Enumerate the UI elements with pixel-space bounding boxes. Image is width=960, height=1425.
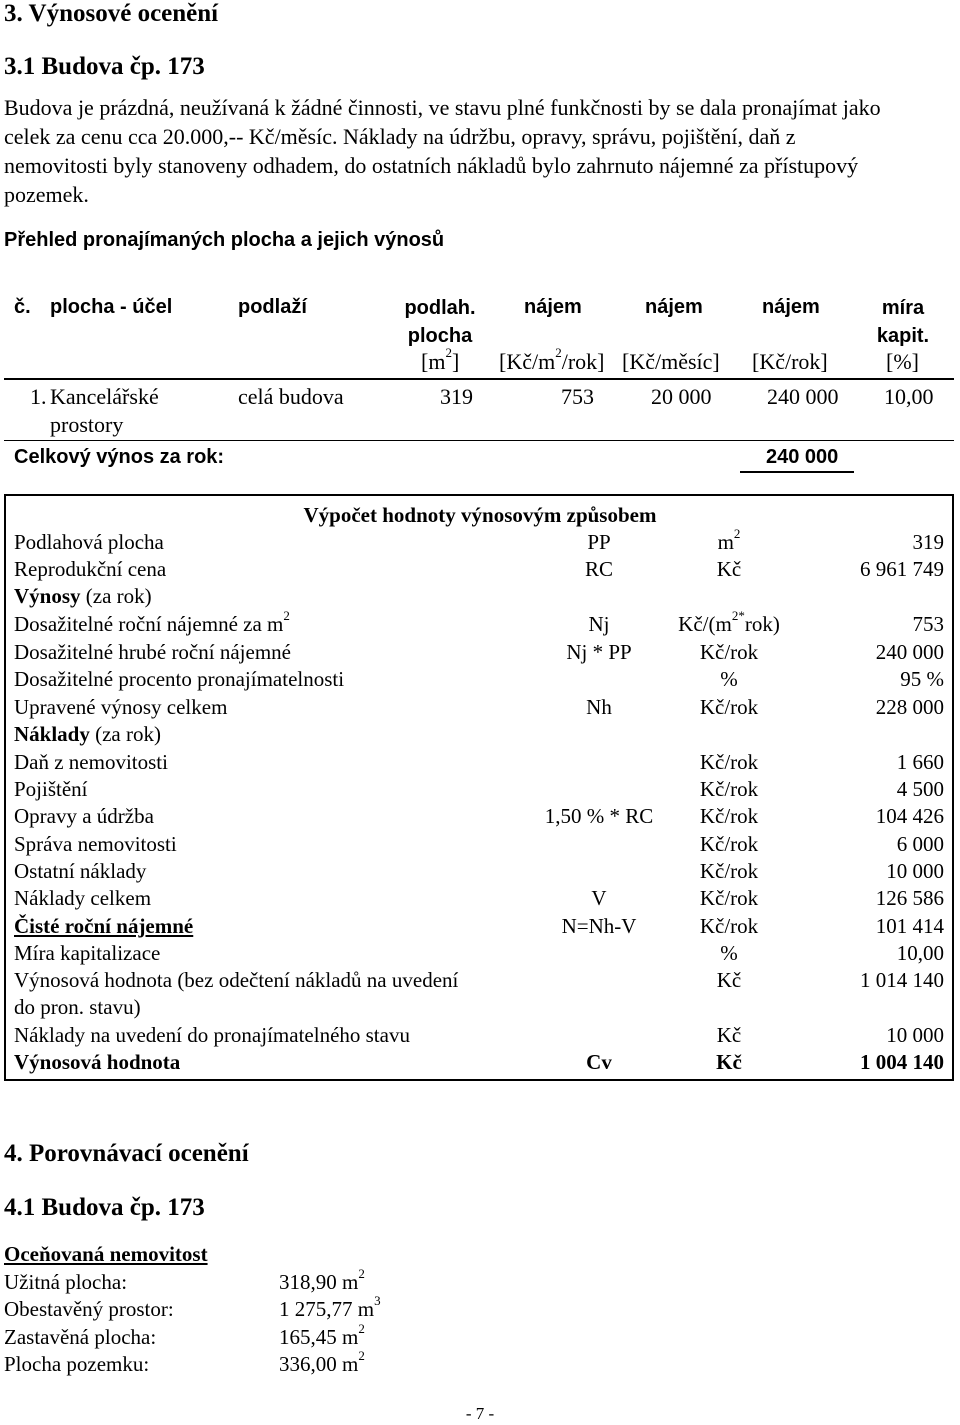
row-value: 10 000: [886, 859, 944, 883]
subject-value: [279, 1321, 365, 1350]
unit-text: Kč/(m: [678, 612, 732, 636]
col-unit-cap-rate: [%]: [886, 349, 919, 374]
row-value: 228 000: [875, 695, 944, 719]
row-divider: [4, 440, 954, 441]
row-label: Ostatní náklady: [14, 859, 147, 883]
valuation-row-repairs: [14, 804, 944, 831]
row-value: 104 426: [875, 804, 944, 828]
row-unit: Kč/rok: [699, 695, 759, 719]
header-text: plocha: [407, 325, 473, 347]
subject-value: [279, 1293, 381, 1322]
value-text: 318,90 m: [279, 1270, 359, 1294]
row-unit: Kč/rok: [699, 777, 759, 801]
unit-sup: 2*: [731, 608, 745, 623]
header-divider: [4, 378, 954, 380]
unit-text: [Kč/m: [499, 349, 556, 374]
row-symbol: PP: [587, 530, 611, 554]
label-rest: (za rok): [89, 722, 161, 746]
section-4-heading: 4. Porovnávací ocenění: [4, 1140, 249, 1167]
paragraph-line: pozemek.: [4, 182, 89, 207]
row-rent-m2: 753: [561, 384, 594, 409]
label-rest: (za rok): [80, 584, 152, 608]
subject-value: [279, 1266, 365, 1295]
col-unit-area: [421, 345, 460, 375]
row-unit: Kč: [716, 1023, 742, 1047]
row-label: [14, 722, 161, 747]
row-label: Pojištění: [14, 777, 88, 801]
unit-sup: 2: [733, 526, 741, 541]
value-sup: 2: [358, 1348, 365, 1363]
row-value: 6 961 749: [860, 557, 944, 581]
row-unit: Kč/rok: [699, 640, 759, 664]
row-unit: [634, 608, 824, 637]
label-sup: 2: [283, 608, 290, 623]
header-text: kapit.: [876, 325, 930, 347]
row-unit: Kč: [716, 968, 742, 992]
row-number: 1.: [30, 384, 47, 409]
unit-text: rok): [744, 612, 780, 636]
row-label: Dosažitelné hrubé roční nájemné: [14, 640, 291, 664]
paragraph-line: Budova je prázdná, neužívaná k žádné činnosti, ve stavu plné funkčnosti by se dala pronajímat jako: [4, 95, 881, 120]
valuation-row-income-value-gross: [14, 968, 944, 1022]
row-label: Podlahová plocha: [14, 530, 164, 554]
row-unit: [634, 526, 824, 555]
valuation-row-management: [14, 832, 944, 859]
row-value: 126 586: [875, 886, 944, 910]
value-sup: 3: [374, 1293, 381, 1308]
row-label: Čisté roční nájemné: [14, 914, 194, 938]
row-symbol: 1,50 % * RC: [544, 804, 654, 828]
row-unit: Kč: [716, 557, 742, 581]
row-label: Opravy a údržba: [14, 804, 154, 828]
row-label: Výnosová hodnota (bez odečtení nákladů na uvedení: [14, 968, 459, 992]
row-unit: Kč/rok: [699, 914, 759, 938]
row-unit: %: [720, 667, 738, 691]
subject-label: Zastavěná plocha:: [4, 1325, 157, 1349]
row-value: 6 000: [896, 832, 944, 856]
label-bold: Výnosy: [14, 584, 81, 608]
col-header-floor: podlaží: [238, 296, 307, 318]
row-unit: Kč/rok: [699, 859, 759, 883]
row-value: 10,00: [896, 941, 944, 965]
row-value: 1 660: [896, 750, 944, 774]
section-3-1-heading: 3.1 Budova čp. 173: [4, 53, 205, 80]
subject-label: Plocha pozemku:: [4, 1352, 150, 1376]
header-text: míra: [881, 297, 925, 319]
valuation-row-cap-rate: [14, 941, 944, 968]
row-cap-rate: 10,00: [884, 384, 934, 409]
row-symbol: N=Nh-V: [561, 914, 637, 938]
col-header-purpose: plocha - účel: [50, 296, 173, 318]
row-label: Výnosová hodnota: [14, 1050, 181, 1074]
row-value: 95 %: [900, 667, 944, 691]
section-3-heading: 3. Výnosové ocenění: [4, 0, 219, 27]
valuation-title: Výpočet hodnoty výnosovým způsobem: [303, 503, 657, 527]
unit-text: m: [717, 530, 734, 554]
total-label: Celkový výnos za rok:: [14, 446, 225, 468]
valuation-row-refurbishment: [14, 1023, 944, 1050]
row-value: 10 000: [886, 1023, 944, 1047]
row-label: Upravené výnosy celkem: [14, 695, 228, 719]
col-header-rent-month: nájem: [645, 296, 703, 318]
row-value: 240 000: [875, 640, 944, 664]
label-bold: Náklady: [14, 722, 90, 746]
valuation-row-gross-rent: [14, 640, 944, 667]
row-label: Náklady celkem: [14, 886, 152, 910]
row-symbol: Nh: [586, 695, 612, 719]
row-symbol: Nj * PP: [566, 640, 632, 664]
valuation-row-total-costs: [14, 886, 944, 913]
row-floor: celá budova: [238, 384, 344, 409]
row-label: Správa nemovitosti: [14, 832, 177, 856]
unit-text: /rok]: [561, 349, 605, 374]
col-unit-rent-year: [Kč/rok]: [752, 349, 828, 374]
value-sup: 2: [358, 1321, 365, 1336]
valuation-row-property-tax: [14, 750, 944, 777]
valuation-row-income-value: [14, 1050, 944, 1077]
col-header-number: č.: [14, 296, 31, 318]
col-header-rent-year: nájem: [762, 296, 820, 318]
row-rent-month: 20 000: [651, 384, 712, 409]
valuation-row-adjusted-income: [14, 695, 944, 722]
valuation-row-floor-area: [14, 526, 944, 557]
unit-text: ]: [451, 349, 460, 374]
col-header-area: [395, 294, 485, 350]
overview-title: Přehled pronajímaných plocha a jejich výnosů: [4, 229, 445, 251]
valuation-row-occupancy: [14, 667, 944, 694]
row-unit: %: [720, 941, 738, 965]
row-value: 4 500: [896, 777, 944, 801]
value-text: 336,00 m: [279, 1352, 359, 1376]
row-label: [14, 608, 290, 637]
unit-sup: 2: [445, 345, 452, 360]
value-text: 1 275,77 m: [279, 1297, 375, 1321]
valuation-row-insurance: [14, 777, 944, 804]
row-area: 319: [440, 384, 473, 409]
section-4-1-heading: 4.1 Budova čp. 173: [4, 1194, 205, 1221]
row-label: [14, 584, 152, 609]
col-header-rent-m2: nájem: [524, 296, 582, 318]
row-symbol: V: [591, 886, 607, 910]
row-unit: Kč/rok: [699, 832, 759, 856]
row-label: Reprodukční cena: [14, 557, 167, 581]
row-value: 101 414: [875, 914, 944, 938]
col-unit-rent-m2: [499, 345, 605, 375]
subject-label: Obestavěný prostor:: [4, 1297, 174, 1321]
row-value: 753: [912, 612, 944, 636]
subject-title: Oceňovaná nemovitost: [4, 1242, 208, 1266]
row-label-line2: do pron. stavu): [14, 995, 141, 1019]
row-label: Míra kapitalizace: [14, 941, 161, 965]
valuation-section-income: [14, 584, 944, 611]
row-symbol: Nj: [588, 612, 610, 636]
row-value: 1 014 140: [860, 968, 944, 992]
row-rent-year: 240 000: [767, 384, 839, 409]
row-symbol: Cv: [586, 1050, 612, 1074]
valuation-row-other-costs: [14, 859, 944, 886]
unit-text: [m: [421, 349, 446, 374]
intro-paragraph: [4, 93, 954, 209]
row-unit: Kč: [716, 1050, 742, 1074]
paragraph-line: nemovitosti byly stanoveny odhadem, do ostatních nákladů bylo zahrnuto nájemné za přístupový: [4, 153, 859, 178]
row-label: Náklady na uvedení do pronajímatelného stavu: [14, 1023, 410, 1047]
unit-sup: 2: [555, 345, 562, 360]
row-unit: Kč/rok: [699, 804, 759, 828]
subject-value: [279, 1348, 365, 1377]
total-value: 240 000: [766, 446, 839, 468]
page-number: - 7 -: [465, 1404, 495, 1423]
valuation-row-rent-per-m2: [14, 608, 944, 639]
header-text: podlah.: [404, 297, 476, 319]
row-label: Dosažitelné procento pronajímatelnosti: [14, 667, 345, 691]
row-value: 319: [912, 530, 944, 554]
row-purpose-line2: prostory: [50, 412, 124, 437]
valuation-row-reproduction-cost: [14, 557, 944, 584]
col-unit-rent-month: [Kč/měsíc]: [622, 349, 720, 374]
paragraph-line: celek za cenu cca 20.000,-- Kč/měsíc. Náklady na údržbu, opravy, správu, pojištění, daň z: [4, 124, 796, 149]
valuation-section-costs: [14, 722, 944, 749]
row-purpose-line1: Kancelářské: [50, 384, 159, 409]
total-underline: [740, 471, 854, 473]
subject-label: Užitná plocha:: [4, 1270, 128, 1294]
row-value: 1 004 140: [860, 1050, 944, 1074]
valuation-row-net-rent: [14, 914, 944, 941]
label-text: Dosažitelné roční nájemné za m: [14, 612, 284, 636]
row-unit: Kč/rok: [699, 886, 759, 910]
value-text: 165,45 m: [279, 1325, 359, 1349]
col-header-cap-rate: [868, 294, 938, 350]
row-label: Daň z nemovitosti: [14, 750, 168, 774]
row-unit: Kč/rok: [699, 750, 759, 774]
value-sup: 2: [358, 1266, 365, 1281]
row-symbol: RC: [584, 557, 613, 581]
